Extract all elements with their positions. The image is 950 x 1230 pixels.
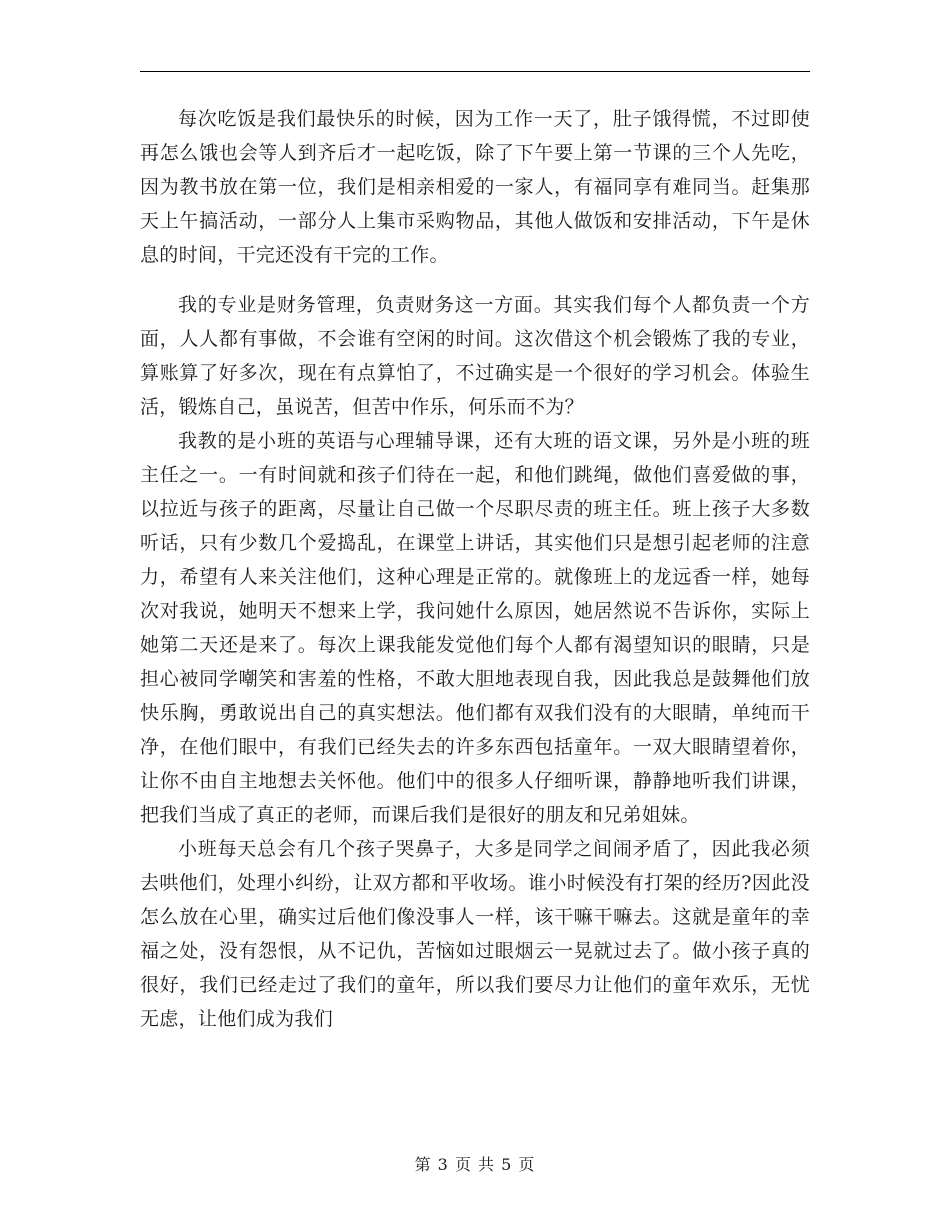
paragraph-meals: 每次吃饭是我们最快乐的时候，因为工作一天了，肚子饿得慌，不过即使再怎么饿也会等人到齐后才一起吃饭，除了下午要上第一节课的三个人先吃，因为教书放在第一位，我们是相亲相爱的一家人，有福同享有难同当。赶集那天上午搞活动，一部分人上集市采购物品，其他人做饭和安排活动，下午是休息的时间，干完还没有干完的工作。 xyxy=(140,108,810,266)
header-rule xyxy=(140,71,810,72)
paragraph-teaching: 我教的是小班的英语与心理辅导课，还有大班的语文课，另外是小班的班主任之一。一有时间就和孩子们待在一起，和他们跳绳，做他们喜爱做的事，以拉近与孩子的距离，尽量让自己做一个尽职尽责的班主任。班上孩子大多数听话，只有少数几个爱捣乱，在课堂上讲话，其实他们只是想引起老师的注意力，希望有人来关注他们，这种心理是正常的。就像班上的龙远香一样，她每次对我说，她明天不想来上学，我问她什么原因，她居然说不告诉你，实际上她第二天还是来了。每次上课我能发觉他们每个人都有渴望知识的眼睛，只是担心被同学嘲笑和害羞的性格，不敢大胆地表现自我，因此我总是鼓舞他们放快乐胸，勇敢说出自己的真实想法。他们都有双我们没有的大眼睛，单纯而干净，在他们眼中，有我们已经失去的许多东西包括童年。一双大眼睛望着你，让你不由自主地想去关怀他。他们中的很多人仔细听课，静静地听我们讲课，把我们当成了真正的老师，而课后我们是很好的朋友和兄弟姐妹。 xyxy=(140,430,810,826)
page-number-footer: 第 3 页 共 5 页 xyxy=(414,1155,536,1174)
paragraph-finance: 我的专业是财务管理，负责财务这一方面。其实我们每个人都负责一个方面，人人都有事做，不会谁有空闲的时间。这次借这个机会锻炼了我的专业，算账算了好多次，现在有点算怕了，不过确实是一个很好的学习机会。体验生活，锻炼自己，虽说苦，但苦中作乐，何乐而不为？ xyxy=(140,294,810,418)
paragraph-small-class: 小班每天总会有几个孩子哭鼻子，大多是同学之间闹矛盾了，因此我必须去哄他们，处理小纠纷，让双方都和平收场。谁小时候没有打架的经历?因此没怎么放在心里，确实过后他们像没事人一样，该干嘛干嘛去。这就是童年的幸福之处，没有怨恨，从不记仇，苦恼如过眼烟云一晃就过去了。做小孩子真的很好，我们已经走过了我们的童年，所以我们要尽力让他们的童年欢乐，无忧无虑，让他们成为我们 xyxy=(140,838,810,1030)
document-body xyxy=(140,102,810,1036)
